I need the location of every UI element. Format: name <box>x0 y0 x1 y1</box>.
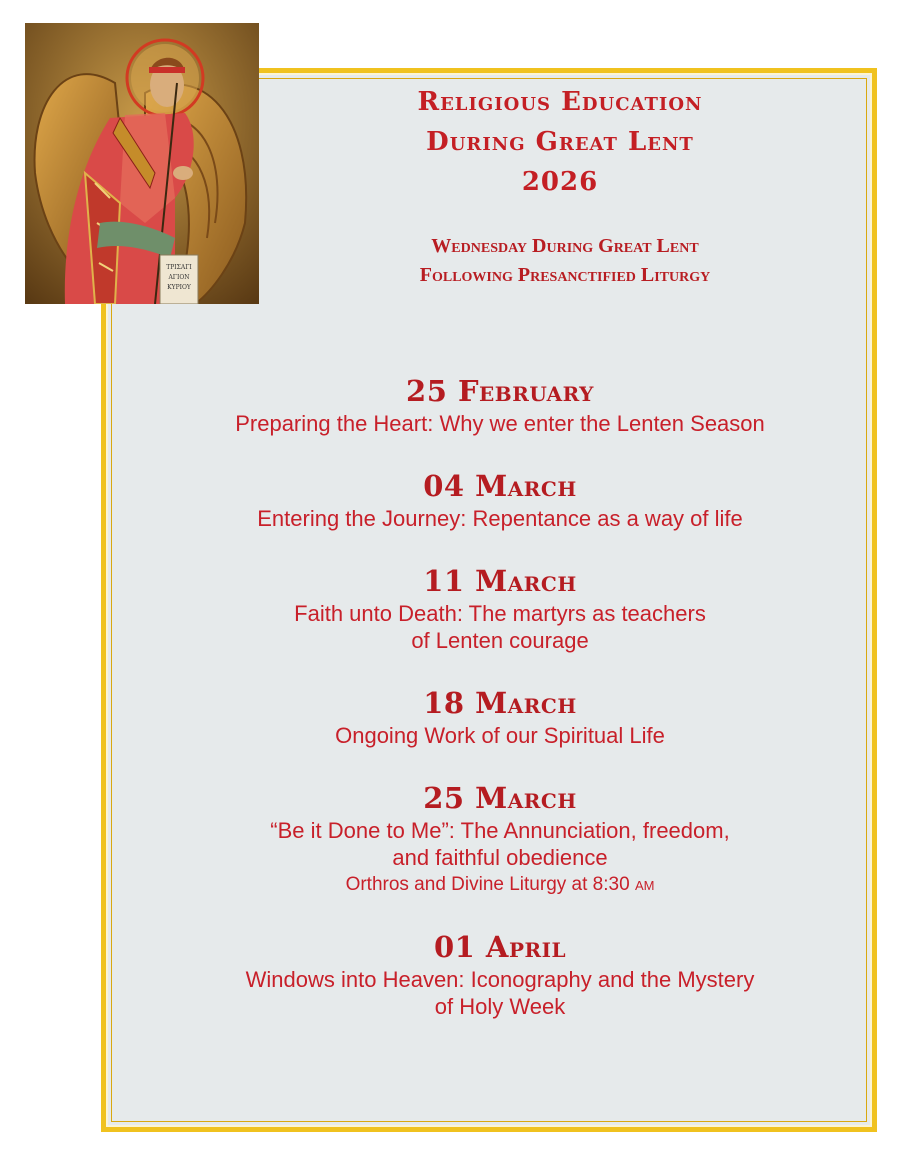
title-line-2: During Great Lent <box>426 127 694 157</box>
service-time-text: Orthros and Divine Liturgy at 8:30 <box>345 874 630 895</box>
subtitle-line-2: Following Presanctified Liturgy <box>419 264 711 286</box>
session-date: 25 February <box>406 374 594 408</box>
scroll-text-2: ΑΓΙΟΝ <box>168 274 190 281</box>
session-topic: Entering the Journey: Repentance as a way of life <box>257 506 743 531</box>
service-time-ampm: am <box>634 874 655 895</box>
title-line-1: Religious Education <box>417 87 703 117</box>
scroll-text-1: ΤΡΙΣΑΓΙ <box>166 264 192 271</box>
session-topic: Preparing the Heart: Why we enter the Lenten Season <box>235 411 765 436</box>
session-topic: “Be it Done to Me”: The Annunciation, freedom, <box>270 818 730 843</box>
session-date: 25 March <box>423 781 577 815</box>
session-item <box>150 467 850 532</box>
session-item <box>150 928 850 1020</box>
scroll-text-3: ΚΥΡΙΟΥ <box>167 284 191 291</box>
session-topic: Faith unto Death: The martyrs as teachers <box>294 601 706 626</box>
schedule-list <box>150 372 850 1050</box>
title-year: 2026 <box>521 167 599 197</box>
session-topic-continued: and faithful obedience <box>392 845 608 870</box>
subtitle-line-1: Wednesday During Great Lent <box>431 235 699 257</box>
session-date: 01 April <box>433 930 567 964</box>
session-item <box>150 562 850 654</box>
session-topic: Ongoing Work of our Spiritual Life <box>335 723 665 748</box>
session-item <box>150 779 850 898</box>
archangel-icon <box>25 23 259 304</box>
session-date: 04 March <box>423 469 577 503</box>
session-topic: Windows into Heaven: Iconography and the Mystery <box>245 967 755 992</box>
session-date: 18 March <box>423 686 577 720</box>
session-service-note <box>150 871 850 898</box>
session-item <box>150 372 850 437</box>
page-subtitle <box>330 232 800 290</box>
session-topic-continued: of Holy Week <box>434 994 566 1019</box>
session-date: 11 March <box>423 564 577 598</box>
session-topic-continued: of Lenten courage <box>411 628 589 653</box>
session-item <box>150 684 850 749</box>
page-header <box>350 82 770 202</box>
